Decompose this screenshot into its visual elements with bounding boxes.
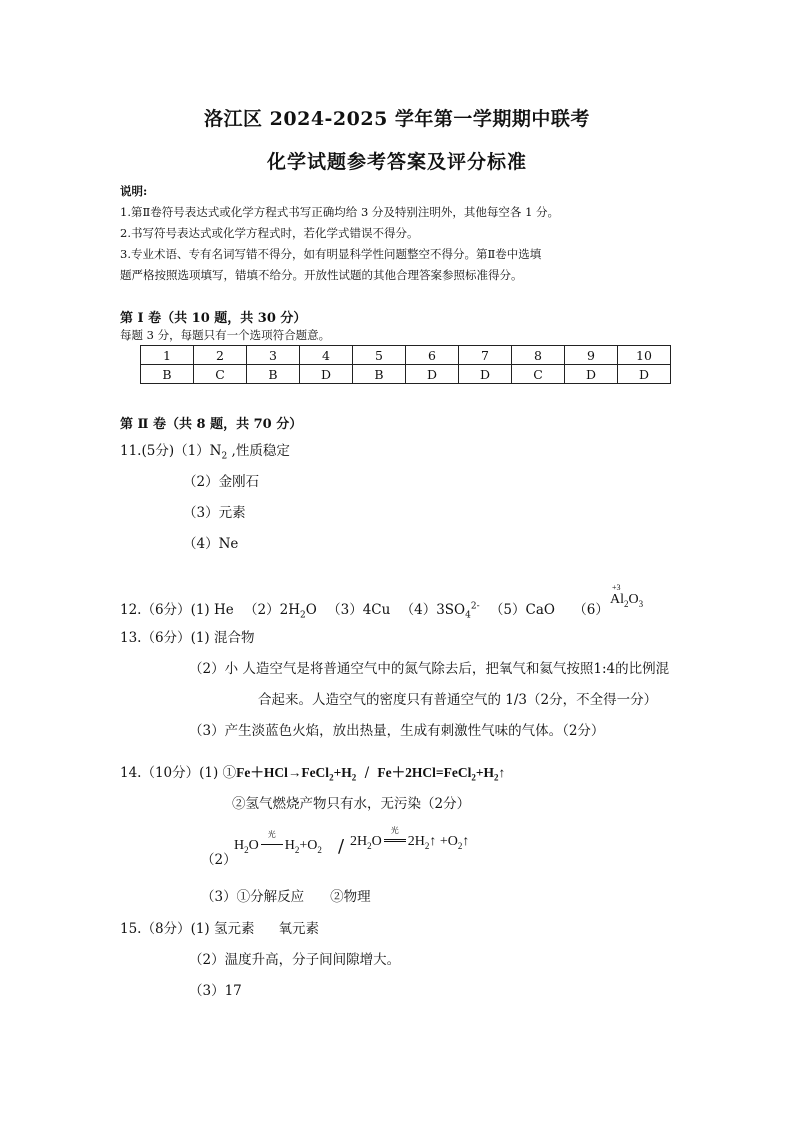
part1-instruction: 每题 3 分，每题只有一个选项符合题意。 <box>120 328 331 342</box>
q14-eq2-up-arrow: ↑ <box>498 765 506 780</box>
q14-answer-1-2: ②氢气燃烧产物只有水，无污染（2分） <box>232 796 471 812</box>
q12-answer-2-pre: （2）2H <box>244 602 300 618</box>
q12-answer-6-formula <box>610 592 643 609</box>
q14-answer-3-2: ②物理 <box>330 889 371 905</box>
q11-answer-1-prefix: （1）N <box>174 443 222 459</box>
q14-answer-3 <box>201 885 371 905</box>
light-label: 光 <box>267 830 276 839</box>
q12-answer-2 <box>244 602 317 621</box>
q14-line-1 <box>120 761 505 783</box>
table-cell: B <box>353 365 406 384</box>
q12-answer-4 <box>400 601 480 621</box>
table-cell: 5 <box>353 346 406 365</box>
q14-separator: / <box>364 765 370 781</box>
table-cell: 6 <box>406 346 459 365</box>
table-cell: 4 <box>300 346 353 365</box>
q15-line-1 <box>120 917 319 937</box>
q14-equation-1 <box>236 765 357 783</box>
table-cell: D <box>618 365 671 384</box>
q14-answer-2-equation-1: $H_2O$ 光 $H_2+O_2$ <box>234 830 322 855</box>
q13-label: 13.（6分） <box>120 630 191 646</box>
table-cell: D <box>300 365 353 384</box>
answer-table-answer-row <box>141 365 671 384</box>
q14-eq1-sub2: 2 <box>351 772 357 783</box>
part2-heading: 第 Ⅱ 卷（共 8 题，共 70 分） <box>120 417 303 432</box>
q11-answer-2: （2）金刚石 <box>183 474 260 490</box>
q15-answer-1: (1) 氢元素 <box>190 921 255 937</box>
q12-formula-sub2: 3 <box>638 598 644 609</box>
q14-equation-2 <box>377 765 506 783</box>
table-cell: C <box>512 365 565 384</box>
q12-line <box>120 598 609 621</box>
q14-answer-2-separator: / <box>338 836 345 857</box>
q13-answer-3: （3）产生淡蓝色火焰，放出热量，生成有刺激性气味的气体。（2分） <box>189 723 605 739</box>
table-cell: 3 <box>247 346 300 365</box>
q12-label: 12.（6分） <box>120 602 191 618</box>
q12-formula-sub1: 2 <box>624 598 629 609</box>
q11-line-1 <box>120 439 290 462</box>
q14-answer-3-1: （3）①分解反应 <box>201 889 305 905</box>
q13-answer-1: (1) 混合物 <box>190 630 255 646</box>
q12-formula-al: Al <box>610 592 624 607</box>
table-cell: 10 <box>618 346 671 365</box>
q14-eq2-main: Fe＋2HCl=FeCl <box>377 765 472 780</box>
q14-eq1-sub: 2 <box>329 772 334 783</box>
notes-line-3: 3.专业术语、专有名词写错不得分，如有明显科学性问题整空不得分。第Ⅱ卷中选填 <box>120 247 542 261</box>
q11-label: 11.(5分) <box>120 443 175 459</box>
q14-eq2-tail: +H <box>475 765 495 780</box>
q15-answer-1-2: 氧元素 <box>278 921 319 937</box>
table-cell: 1 <box>141 346 194 365</box>
notes-heading: 说明: <box>120 184 148 198</box>
answer-table-number-row <box>141 346 671 365</box>
part1-heading: 第 Ⅰ 卷（共 10 题，共 30 分） <box>120 311 307 326</box>
q12-answer-4-pre: （4）3SO <box>400 602 466 618</box>
light-condition-equals <box>382 826 408 850</box>
notes-line-1: 1.第Ⅱ卷符号表达式或化学方程式书写正确均给 3 分及特别注明外，其他每空各 1 分。 <box>120 205 560 219</box>
answer-table <box>140 345 671 384</box>
page-title: 洛江区 2024-2025 学年第一学期期中联考 <box>204 108 590 130</box>
q14-eq2-sub2: 2 <box>494 772 499 783</box>
q12-answer-4-sup: 2- <box>470 601 480 612</box>
q14-eq2-sub: 2 <box>471 772 476 783</box>
table-cell: 2 <box>194 346 247 365</box>
q12-answer-2-sub: 2 <box>300 610 306 621</box>
table-cell: 8 <box>512 346 565 365</box>
notes-line-4: 题严格按照选项填写，错填不给分。开放性试题的其他合理答案参照标准得分。 <box>120 268 523 282</box>
q14-answer-2-equation-2: $2H_2O$ 光 $2H_2↑$ $+O_2↑$ <box>350 826 470 851</box>
q11-answer-1-suffix: ,性质稳定 <box>227 443 290 459</box>
q12-answer-6-label: （6） <box>573 602 609 618</box>
q12-answer-1: (1) He <box>190 602 234 618</box>
notes-line-2: 2.书写符号表达式或化学方程式时，若化学式错误不得分。 <box>120 226 419 240</box>
q12-valence-charge: +3 <box>612 583 621 592</box>
table-cell: 9 <box>565 346 618 365</box>
light-label: 光 <box>390 826 399 835</box>
q12-answer-5: （5）CaO <box>489 602 555 618</box>
table-cell: 7 <box>459 346 512 365</box>
q13-line-1 <box>120 626 254 646</box>
table-cell: D <box>459 365 512 384</box>
q11-answer-3: （3）元素 <box>183 505 246 521</box>
table-cell: B <box>247 365 300 384</box>
q14-eq1-tail: +H <box>333 765 352 780</box>
q12-answer-3: （3）4Cu <box>327 602 391 618</box>
q14-answer-1-prefix: (1) ① <box>199 765 237 781</box>
q11-answer-4: （4）Ne <box>183 536 239 552</box>
q14-label: 14.（10分） <box>120 765 200 781</box>
q12-formula-o: O <box>628 592 639 607</box>
q14-answer-2-label: （2） <box>201 852 237 868</box>
q11-answer-1-sub: 2 <box>221 451 228 462</box>
q13-answer-2-line-1: （2）小 人造空气是将普通空气中的氮气除去后，把氧气和氦气按照1:4的比例混 <box>189 661 670 677</box>
q14-eq1-main: Fe＋HCl→FeCl <box>236 765 330 780</box>
q13-answer-2-line-2: 合起来。人造空气的密度只有普通空气的 1/3（2分，不全得一分） <box>258 692 658 708</box>
table-cell: D <box>406 365 459 384</box>
q15-label: 15.（8分） <box>120 921 191 937</box>
table-cell: C <box>194 365 247 384</box>
page-subtitle: 化学试题参考答案及评分标准 <box>266 151 527 173</box>
light-condition-arrow <box>259 830 285 854</box>
table-cell: D <box>565 365 618 384</box>
q12-answer-2-post: O <box>305 602 317 618</box>
q15-answer-3: （3）17 <box>189 983 242 999</box>
table-cell: B <box>141 365 194 384</box>
q15-answer-2: （2）温度升高，分子间间隙增大。 <box>189 952 401 968</box>
q12-answer-4-sub: 4 <box>465 610 471 621</box>
